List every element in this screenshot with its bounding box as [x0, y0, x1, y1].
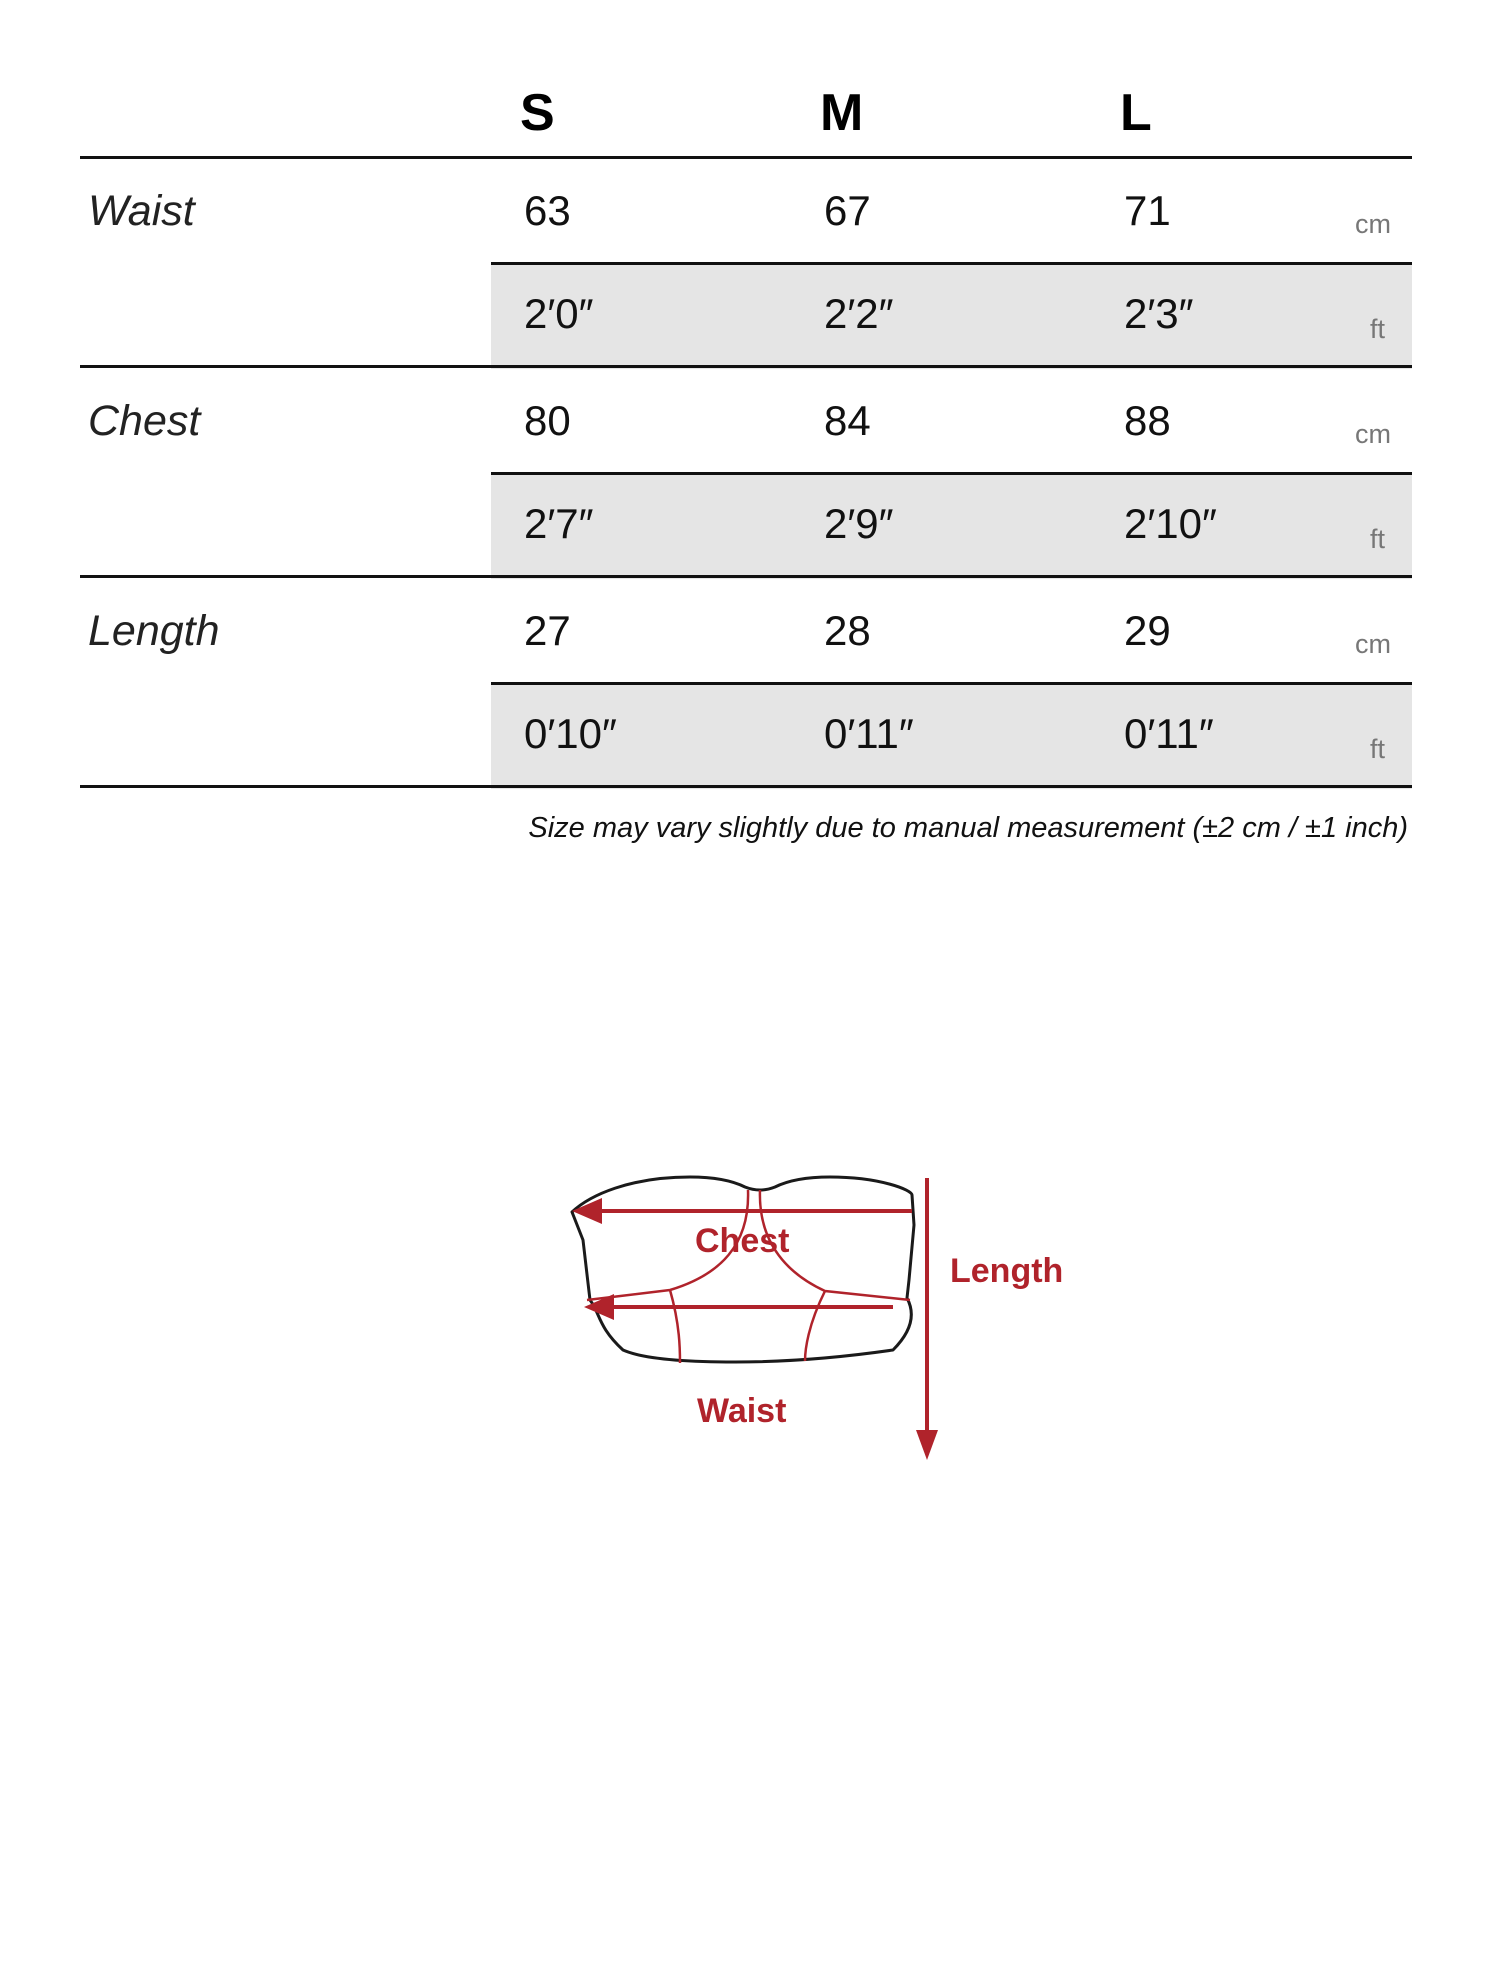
group-divider — [80, 575, 1412, 578]
waist-ft-row — [491, 262, 1412, 369]
group-divider — [80, 365, 1412, 368]
measurement-group-chest — [80, 369, 1412, 579]
waist-cm-s: 63 — [524, 187, 571, 234]
size-l-header: L — [1120, 84, 1152, 142]
unit-ft-label: ft — [1370, 314, 1386, 344]
length-arrow — [916, 1178, 938, 1460]
chest-ft-l: 2′10″ — [1124, 500, 1217, 547]
waist-label: Waist — [697, 1392, 787, 1430]
waist-cm-l: 71 — [1124, 187, 1171, 234]
unit-ft-label: ft — [1370, 524, 1386, 554]
length-ft-l: 0′11″ — [1124, 710, 1214, 757]
chest-cm-l: 88 — [1124, 397, 1171, 444]
length-cm-m: 28 — [824, 607, 871, 654]
measurement-note: Size may vary slightly due to manual measurement (±2 cm / ±1 inch) — [528, 812, 1408, 844]
length-ft-s: 0′10″ — [524, 710, 617, 757]
chest-ft-s: 2′7″ — [524, 500, 594, 547]
chest-ft-m: 2′9″ — [824, 500, 894, 547]
waist-cm-row — [80, 159, 1412, 262]
measurement-label-waist: Waist — [88, 187, 195, 235]
row-divider — [491, 472, 1412, 475]
waist-ft-s: 2′0″ — [524, 290, 594, 337]
unit-cm-label: cm — [1355, 209, 1391, 239]
length-label: Length — [950, 1252, 1064, 1290]
length-cm-l: 29 — [1124, 607, 1171, 654]
length-ft-row — [491, 682, 1412, 789]
garment-outline — [572, 1177, 914, 1362]
garment-diagram — [560, 1165, 1080, 1465]
waist-cm-m: 67 — [824, 187, 871, 234]
length-ft-m: 0′11″ — [824, 710, 914, 757]
waist-arrow — [584, 1294, 893, 1320]
size-s-header: S — [520, 84, 555, 142]
length-cm-row — [80, 579, 1412, 682]
measurement-group-waist — [80, 159, 1412, 369]
size-header-row — [80, 78, 1412, 158]
length-cm-s: 27 — [524, 607, 571, 654]
measurement-group-length — [80, 579, 1412, 789]
measurement-label-length: Length — [88, 607, 220, 655]
waist-ft-m: 2′2″ — [824, 290, 894, 337]
table-bottom-rule — [80, 785, 1412, 788]
unit-cm-label: cm — [1355, 419, 1391, 449]
garment-seams — [587, 1190, 910, 1363]
chest-label: Chest — [695, 1222, 790, 1260]
unit-cm-label: cm — [1355, 629, 1391, 659]
chest-cm-m: 84 — [824, 397, 871, 444]
chest-arrow — [572, 1198, 912, 1224]
chest-cm-s: 80 — [524, 397, 571, 444]
garment-diagram-svg — [560, 1165, 1080, 1465]
waist-ft-l: 2′3″ — [1124, 290, 1194, 337]
unit-ft-label: ft — [1370, 734, 1386, 764]
row-divider — [491, 262, 1412, 265]
chest-cm-row — [80, 369, 1412, 472]
size-m-header: M — [820, 84, 864, 142]
measurement-label-chest: Chest — [88, 397, 201, 445]
row-divider — [491, 682, 1412, 685]
chest-ft-row — [491, 472, 1412, 579]
